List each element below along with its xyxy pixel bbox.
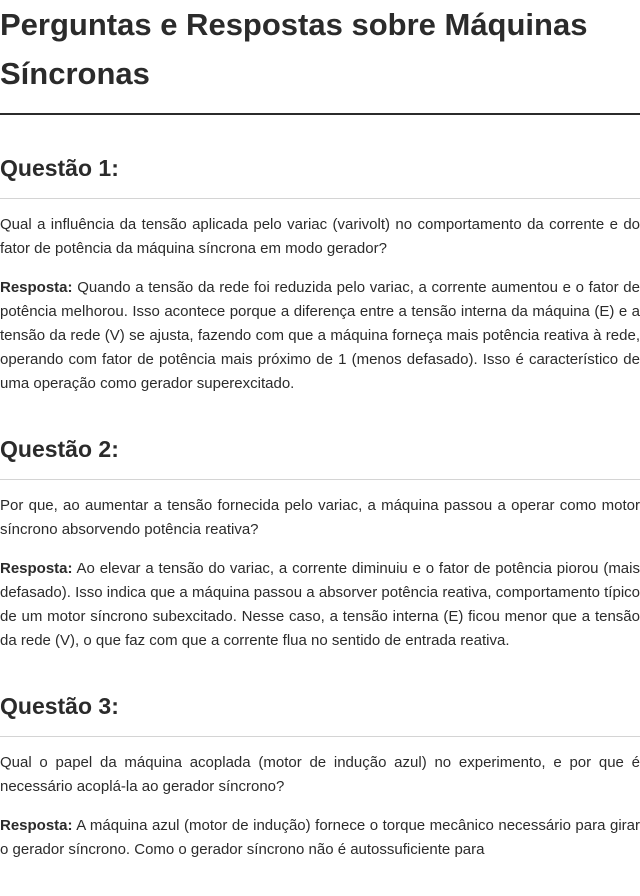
question-text: Qual o papel da máquina acoplada (motor de indução azul) no experimento, e por que é necessário acoplá-la ao gerador síncrono? xyxy=(0,754,640,795)
page-title: Perguntas e Respostas sobre Máquinas Síncronas xyxy=(0,7,588,91)
answer-paragraph xyxy=(0,557,640,653)
answer-label: Resposta: xyxy=(0,560,73,577)
question-1 xyxy=(0,153,640,396)
answer-label: Resposta: xyxy=(0,279,73,296)
question-heading: Questão 1: xyxy=(0,155,119,181)
question-text: Qual a influência da tensão aplicada pelo variac (varivolt) no comportamento da corrente e do fator de potência da máquina síncrona em modo gerador? xyxy=(0,216,640,257)
title-divider xyxy=(0,113,640,115)
heading-divider xyxy=(0,736,640,737)
heading-divider xyxy=(0,479,640,480)
answer-label: Resposta: xyxy=(0,817,73,834)
answer-text: A máquina azul (motor de indução) fornece o torque mecânico necessário para girar o gerador síncrono. Como o gerador síncrono não é autossuficiente para xyxy=(0,817,640,858)
question-heading: Questão 2: xyxy=(0,436,119,462)
answer-text: Quando a tensão da rede foi reduzida pelo variac, a corrente aumentou e o fator de potência melhorou. Isso acontece porque a diferença entre a tensão interna da máquina (E) e a tensão da rede (V) se ajusta, fazendo com que a máquina forneça mais potência reativa à rede, operando com fator de potência mais próximo de 1 (menos defasado). Isso é característico de uma operação como gerador superexcitado. xyxy=(0,279,640,392)
question-3 xyxy=(0,691,640,862)
answer-paragraph xyxy=(0,276,640,396)
answer-paragraph xyxy=(0,814,640,862)
question-text: Por que, ao aumentar a tensão fornecida pelo variac, a máquina passou a operar como motor síncrono absorvendo potência reativa? xyxy=(0,497,640,538)
question-2 xyxy=(0,434,640,653)
question-heading: Questão 3: xyxy=(0,693,119,719)
answer-text: Ao elevar a tensão do variac, a corrente diminuiu e o fator de potência piorou (mais defasado). Isso indica que a máquina passou a absorver potência reativa, comportamento típico de um motor síncrono subexcitado. Nesse caso, a tensão interna (E) ficou menor que a tensão da rede (V), o que faz com que a corrente flua no sentido de entrada reativa. xyxy=(0,560,640,649)
heading-divider xyxy=(0,198,640,199)
